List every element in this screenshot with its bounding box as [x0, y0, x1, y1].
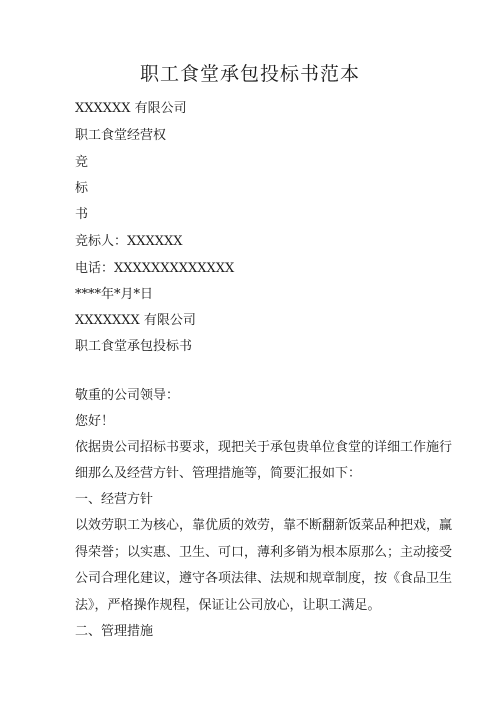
section1-line-2: 得荣誉；以实惠、卫生、可口，薄利多销为根本原那么；主动接受	[75, 545, 453, 560]
cover-company-2: XXXXXXX 有限公司	[75, 313, 196, 328]
cover-doc-name: 职工食堂承包投标书	[75, 339, 193, 354]
greeting: 您好！	[75, 414, 115, 429]
cover-date: ****年*月*日	[75, 287, 154, 302]
section1-line-1: 以效劳职工为核心，靠优质的效劳，靠不断翻新饭菜品种把戏，赢	[75, 518, 453, 533]
document-title: 职工食堂承包投标书范本	[139, 63, 360, 85]
cover-phone: 电话：XXXXXXXXXXXXX	[75, 261, 235, 276]
intro-line-1: 依据贵公司招标书要求，现把关于承包贵单位食堂的详细工作施行	[75, 440, 453, 455]
cover-char-biao: 标	[75, 181, 89, 196]
salutation: 敬重的公司领导：	[75, 388, 180, 403]
section-heading-operating-policy: 一、经营方针	[75, 492, 154, 507]
section1-line-3: 公司合理化建议，遵守各项法律、法规和规章制度，按《食品卫生	[75, 571, 453, 586]
section-heading-management: 二、管理措施	[75, 624, 154, 639]
cover-subject: 职工食堂经营权	[75, 128, 167, 143]
cover-char-jing: 竞	[75, 155, 89, 170]
cover-bidder: 竞标人：XXXXXX	[75, 234, 183, 249]
section1-line-4: 法》，严格操作规程，保证让公司放心，让职工满足。	[75, 598, 381, 613]
intro-line-2: 细那么及经营方针、管理措施等，简要汇报如下：	[75, 466, 362, 481]
cover-char-shu: 书	[75, 207, 89, 222]
cover-company: XXXXXX 有限公司	[75, 101, 187, 116]
